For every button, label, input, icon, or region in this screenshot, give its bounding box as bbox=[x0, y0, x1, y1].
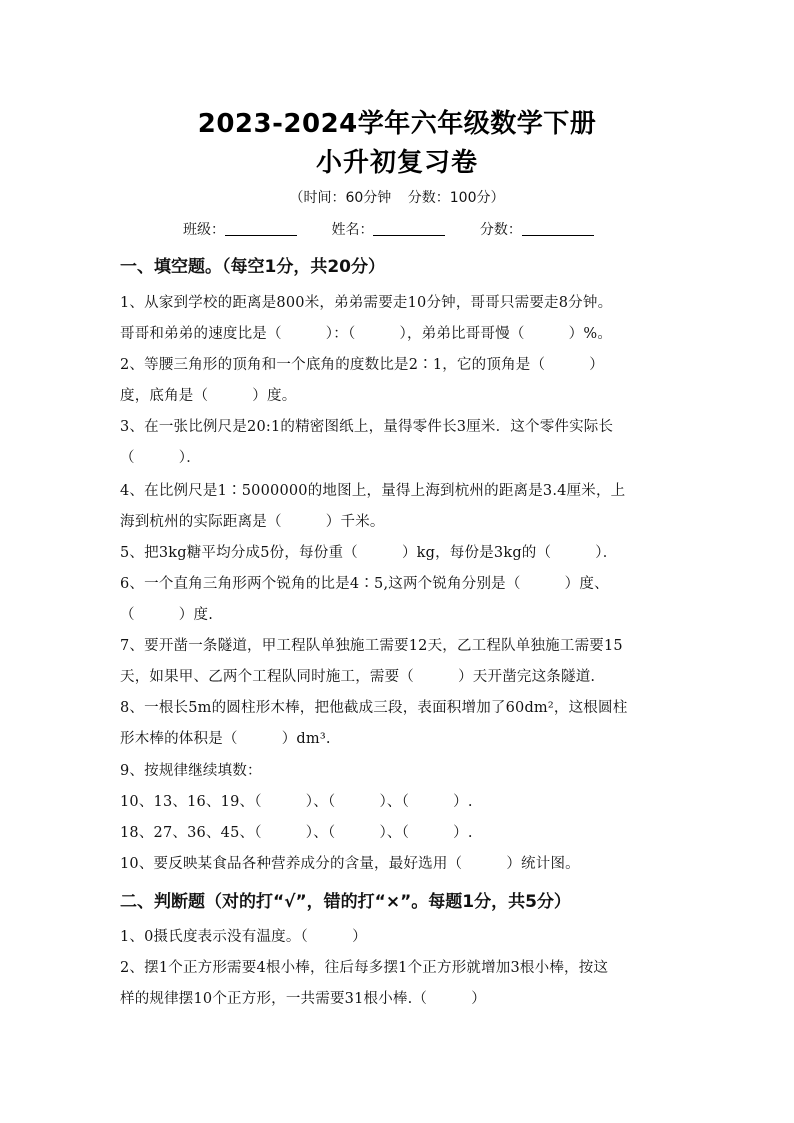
class-label: 班级： bbox=[183, 222, 225, 238]
question-line: （ ）度. bbox=[120, 607, 214, 623]
question-line: 天，如果甲、乙两个工程队同时施工，需要（ ）天开凿完这条隧道. bbox=[120, 669, 596, 685]
question-line: 样的规律摆10个正方形，一共需要31根小棒.（ ） bbox=[120, 991, 486, 1007]
question-line: 海到杭州的实际距离是（ ）千米。 bbox=[120, 514, 385, 530]
question-line: （ ）． bbox=[120, 450, 201, 466]
question-line: 18、27、36、45、（ ）、（ ）、（ ）. bbox=[120, 825, 473, 841]
question-line: 8、一根长5m的圆柱形木棒，把他截成三段，表面积增加了60dm²，这根圆柱 bbox=[120, 700, 628, 716]
question-line: 10、13、16、19、（ ）、（ ）、（ ）. bbox=[120, 794, 473, 810]
name-field bbox=[331, 219, 445, 239]
question-line: 3、在一张比例尺是20:1的精密图纸上，量得零件长3厘米．这个零件实际长 bbox=[120, 419, 614, 435]
section-judge-title: 二、判断题（对的打“√”，错的打“×”。每题1分，共5分） bbox=[120, 892, 571, 912]
time-label: （时间：60分钟 bbox=[289, 190, 392, 206]
name-label: 姓名： bbox=[331, 222, 374, 238]
question-line: 5、把3kg糖平均分成5份，每份重（ ）kg，每份是3kg的（ ）． bbox=[120, 545, 618, 561]
question-line: 1、从家到学校的距离是800米，弟弟需要走10分钟，哥哥只需要走8分钟。 bbox=[120, 295, 613, 311]
question-line: 10、要反映某食品各种营养成分的含量，最好选用（ ）统计图。 bbox=[120, 856, 580, 872]
exam-title: 2023-2024学年六年级数学下册 bbox=[197, 109, 597, 139]
class-blank[interactable] bbox=[225, 221, 297, 236]
points-field bbox=[480, 219, 594, 239]
score-total-label: 分数：100分） bbox=[407, 190, 505, 206]
question-line: 1、0摄氏度表示没有温度。（ ） bbox=[120, 929, 367, 945]
question-line: 2、摆1个正方形需要4根小棒，往后每多摆1个正方形就增加3根小棒，按这 bbox=[120, 960, 609, 976]
question-line: 哥哥和弟弟的速度比是（ ）：（ ），弟弟比哥哥慢（ ）%。 bbox=[120, 326, 613, 342]
question-line: 6、一个直角三角形两个锐角的比是4∶5,这两个锐角分别是（ ）度、 bbox=[120, 576, 609, 592]
points-blank[interactable] bbox=[522, 221, 594, 236]
name-blank[interactable] bbox=[373, 221, 445, 236]
question-line: 7、要开凿一条隧道，甲工程队单独施工需要12天，乙工程队单独施工需要15 bbox=[120, 638, 623, 654]
exam-meta bbox=[0, 187, 794, 207]
question-line: 形木棒的体积是（ ）dm³. bbox=[120, 731, 331, 747]
section-fill-title: 一、填空题。（每空1分，共20分） bbox=[120, 257, 385, 277]
question-line: 4、在比例尺是1∶5000000的地图上，量得上海到杭州的距离是3.4厘米，上 bbox=[120, 483, 626, 499]
student-info bbox=[183, 219, 624, 239]
question-line: 9、按规律继续填数： bbox=[120, 763, 262, 779]
class-field bbox=[183, 219, 297, 239]
points-label: 分数： bbox=[479, 222, 522, 238]
question-line: 2、等腰三角形的顶角和一个底角的度数比是2∶1，它的顶角是（ ） bbox=[120, 357, 604, 373]
question-line: 度，底角是（ ）度。 bbox=[120, 388, 297, 404]
exam-subtitle: 小升初复习卷 bbox=[315, 148, 478, 178]
